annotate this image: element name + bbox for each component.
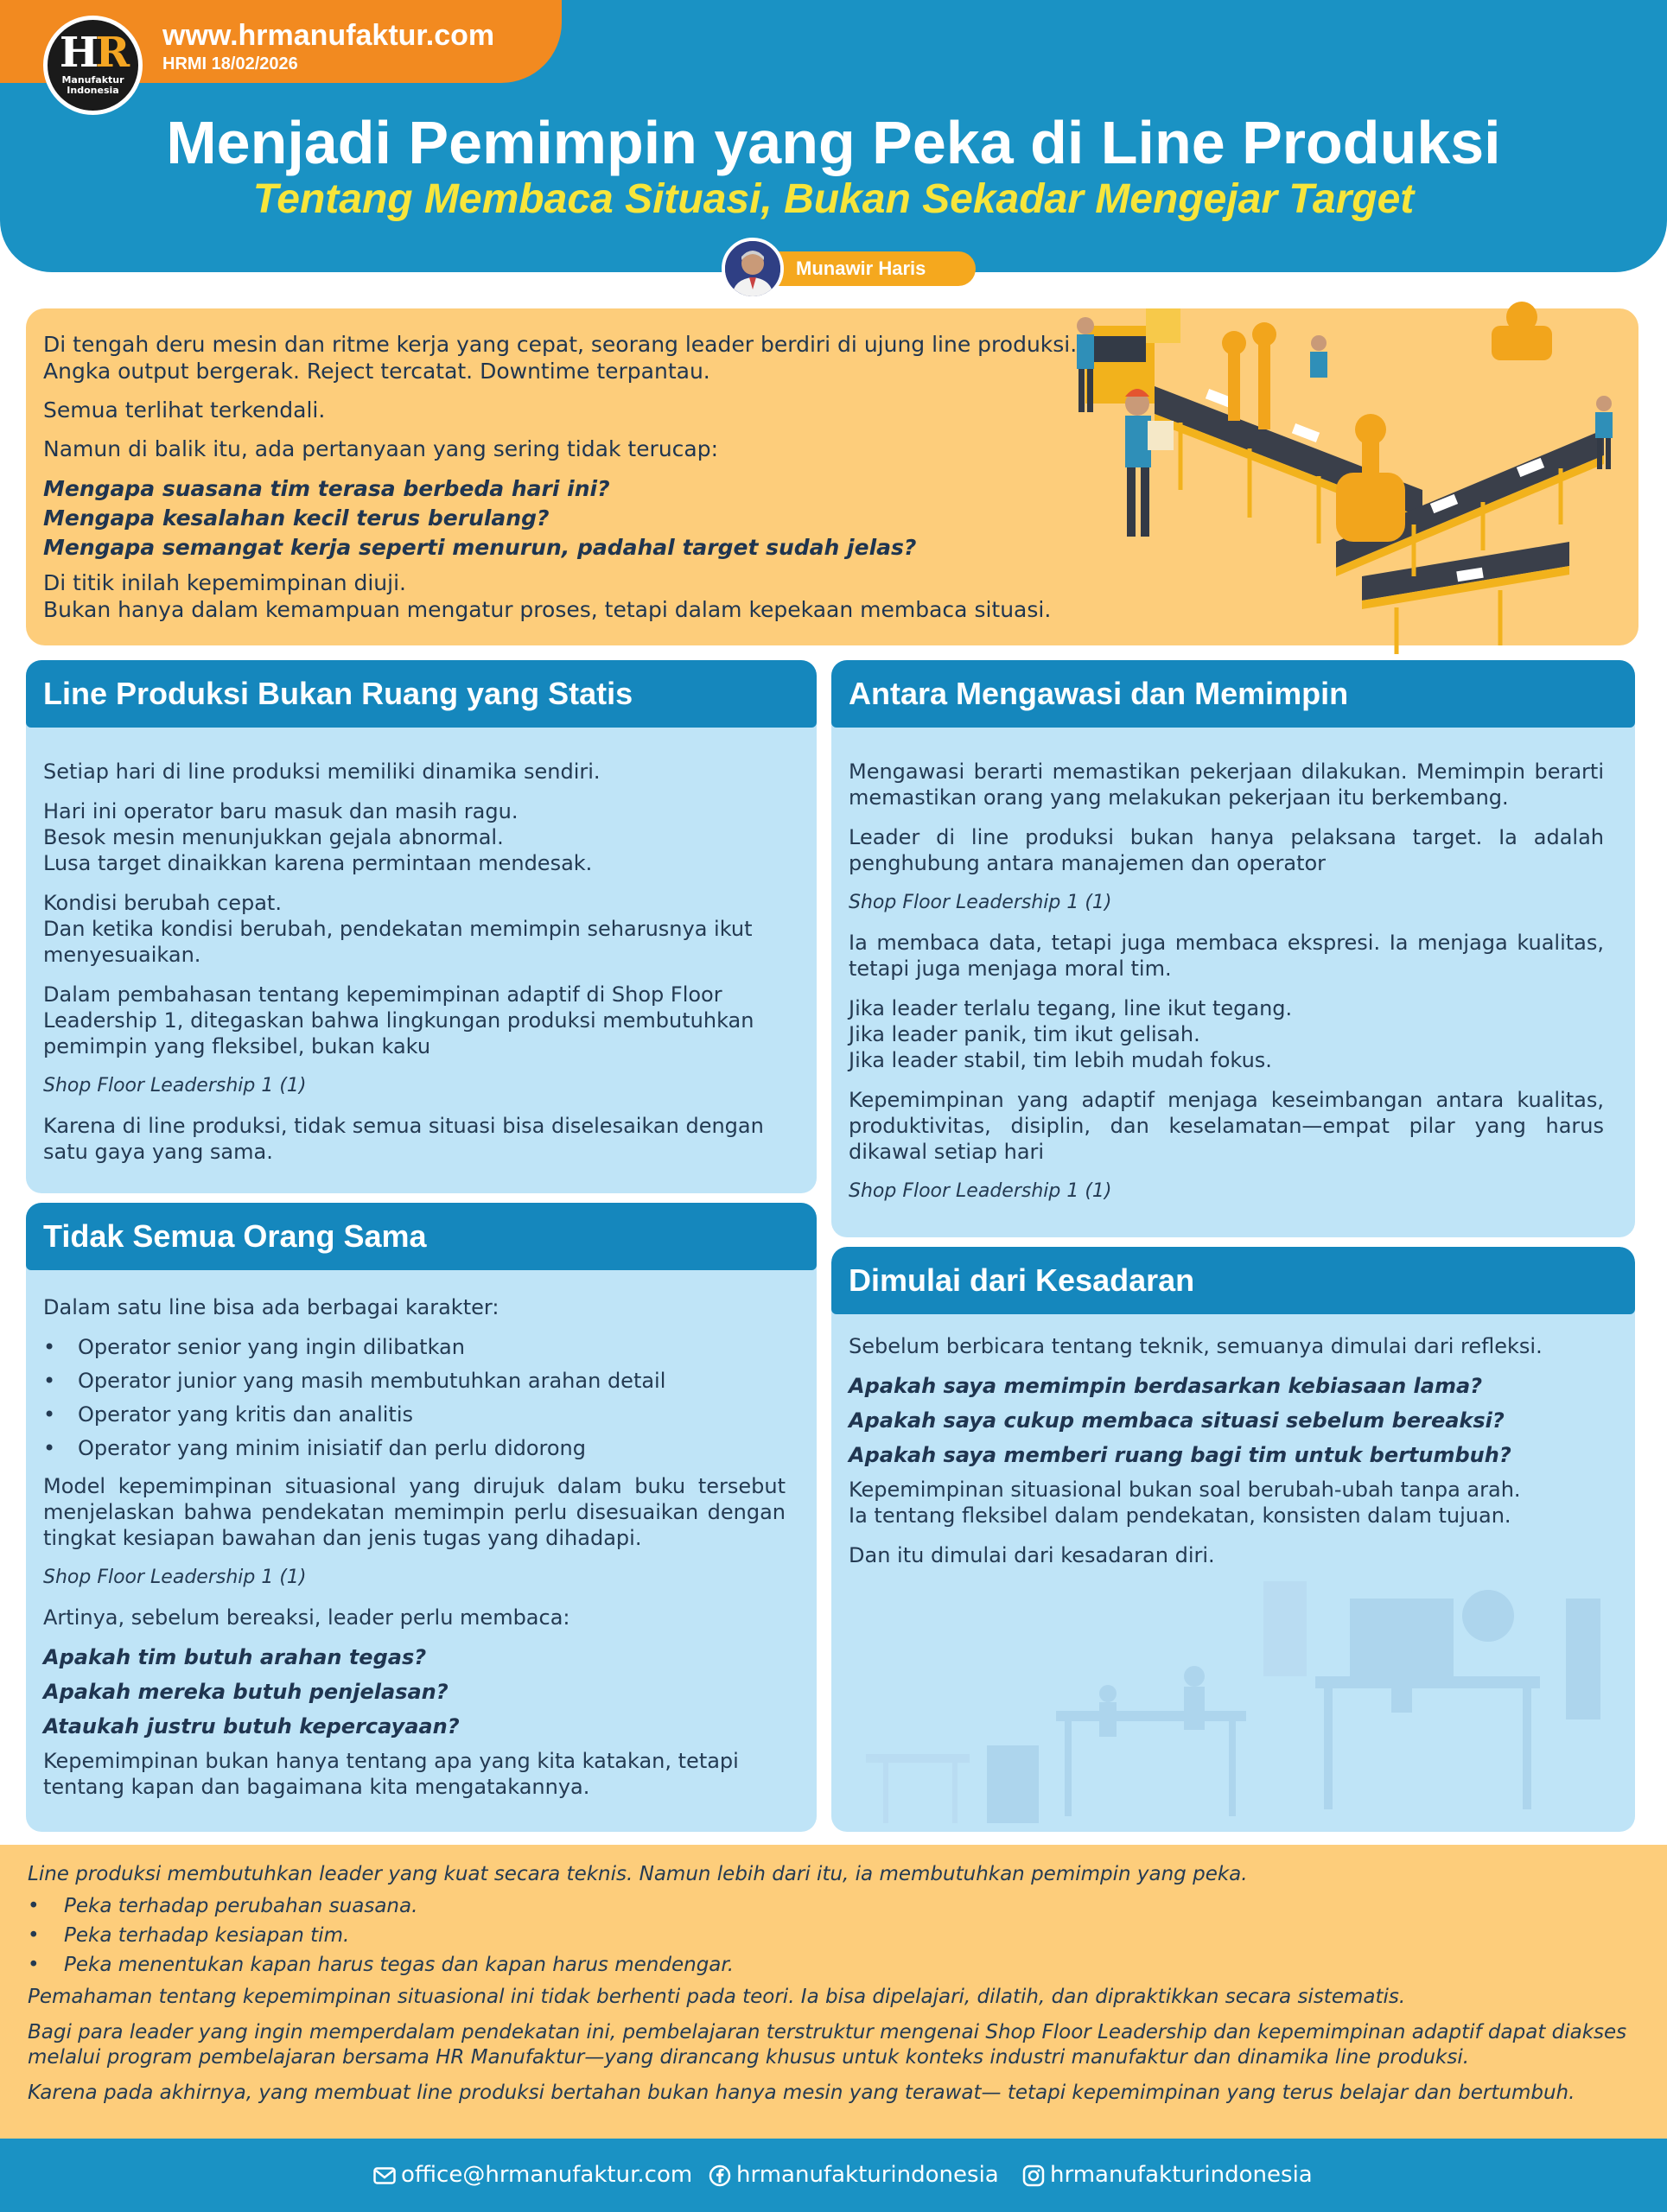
paragraph: Bagi para leader yang ingin memperdalam pendekatan ini, pembelajaran terstruktur mengenai Shop Floor Leadership dan kepemimpinan adaptif dapat diakses melalui program pembelajaran bersama HR Manufaktur—yang dirancang khusus untuk konteks industri manufaktur dan dinamika line produksi. <box>28 2021 1627 2069</box>
facebook-icon <box>709 2164 731 2187</box>
card-body <box>43 1294 786 1814</box>
facebook-text: hrmanufakturindonesia <box>736 2162 999 2188</box>
hr-logo <box>43 16 143 115</box>
intro-text <box>43 331 1080 635</box>
question: Ataukah justru butuh kepercayaan? <box>43 1714 460 1738</box>
list-item: • Operator yang kritis dan analitis <box>43 1402 786 1427</box>
paragraph-line: Besok mesin menunjukkan gejala abnormal. <box>43 825 504 849</box>
reference: Shop Floor Leadership 1 (1) <box>43 1567 307 1588</box>
paragraph: Karena pada akhirnya, yang membuat line produksi bertahan bukan hanya mesin yang terawat— tetapi kepemimpinan yang terus belajar dan bertumbuh. <box>28 2082 1575 2104</box>
paragraph: Leader di line produksi bukan hanya pelaksana target. Ia adalah penghubung antara manajemen dan operator <box>849 825 1604 875</box>
paragraph: Kepemimpinan yang adaptif menjaga keseimbangan antara kualitas, produktivitas, disiplin, dan keselamatan—empat pilar yang harus dikawal setiap hari <box>849 1088 1604 1164</box>
intro-line: Bukan hanya dalam kemampuan mengatur proses, tetapi dalam kepekaan membaca situasi. <box>43 597 1052 622</box>
intro-section <box>26 308 1638 645</box>
paragraph-line: Dan ketika kondisi berubah, pendekatan memimpin seharusnya ikut menyesuaikan. <box>43 917 753 967</box>
paragraph-line: Ia tentang fleksibel dalam pendekatan, konsisten dalam tujuan. <box>849 1503 1511 1528</box>
card-body <box>849 1333 1604 1582</box>
card-line-produksi <box>26 660 817 1193</box>
paragraph: Karena di line produksi, tidak semua situasi bisa diselesaikan dengan satu gaya yang sama. <box>43 1114 764 1164</box>
character-list <box>43 1334 786 1461</box>
instagram-text: hrmanufakturindonesia <box>1050 2162 1313 2188</box>
mail-icon <box>373 2166 396 2185</box>
paragraph-line: Lusa target dinaikkan karena permintaan mendesak. <box>43 851 593 875</box>
card-title: Line Produksi Bukan Ruang yang Statis <box>26 660 817 728</box>
intro-line: Angka output bergerak. Reject tercatat. Downtime terpantau. <box>43 359 710 384</box>
paragraph-line: Jika leader panik, tim ikut gelisah. <box>849 1022 1200 1046</box>
paragraph: Dalam pembahasan tentang kepemimpinan adaptif di Shop Floor Leadership 1, ditegaskan bahwa lingkungan produksi membutuhkan pemimpin yang fleksibel, bukan kaku <box>43 982 754 1058</box>
list-item: • Peka terhadap perubahan suasana. <box>28 1894 1635 1919</box>
question: Apakah saya memberi ruang bagi tim untuk bertumbuh? <box>849 1443 1511 1467</box>
reference: Shop Floor Leadership 1 (1) <box>849 892 1112 913</box>
list-item: • Peka terhadap kesiapan tim. <box>28 1923 1635 1948</box>
email-text: office@hrmanufaktur.com <box>401 2162 693 2188</box>
list-item: • Operator junior yang masih membutuhkan arahan detail <box>43 1368 786 1394</box>
list-item: • Operator senior yang ingin dilibatkan <box>43 1334 786 1360</box>
website-link[interactable]: www.hrmanufaktur.com <box>162 19 495 52</box>
footer-instagram[interactable] <box>1022 2139 1313 2212</box>
workspace-illustration <box>831 1547 1635 1832</box>
intro-question: Mengapa suasana tim terasa berbeda hari ini? <box>43 476 610 501</box>
author-avatar <box>722 238 784 300</box>
paragraph: Setiap hari di line produksi memiliki dinamika sendiri. <box>43 760 601 784</box>
paragraph: Pemahaman tentang kepemimpinan situasional ini tidak berhenti pada teori. Ia bisa dipelajari, dilatih, dan dipraktikkan secara sistematis. <box>28 1986 1406 2008</box>
footer <box>0 2139 1667 2212</box>
paragraph-line: Jika leader stabil, tim lebih mudah fokus. <box>849 1048 1272 1072</box>
paragraph: Ia membaca data, tetapi juga membaca ekspresi. Ia menjaga kualitas, tetapi juga menjaga moral tim. <box>849 931 1604 981</box>
card-body <box>849 759 1604 1218</box>
intro-line: Namun di balik itu, ada pertanyaan yang sering tidak terucap: <box>43 436 719 461</box>
paragraph-line: Jika leader terlalu tegang, line ikut tegang. <box>849 996 1293 1020</box>
footer-facebook[interactable] <box>709 2139 999 2212</box>
instagram-icon <box>1022 2164 1045 2187</box>
question: Apakah tim butuh arahan tegas? <box>43 1645 427 1669</box>
paragraph: Kepemimpinan bukan hanya tentang apa yang kita katakan, tetapi tentang kapan dan bagaimana kita mengatakannya. <box>43 1749 739 1799</box>
paragraph-line: Kepemimpinan situasional bukan soal berubah-ubah tanpa arah. <box>849 1478 1521 1502</box>
header-banner <box>0 0 1667 272</box>
card-kesadaran <box>831 1247 1635 1832</box>
paragraph-line: Hari ini operator baru masuk dan masih ragu. <box>43 799 519 823</box>
intro-line: Semua terlihat terkendali. <box>43 397 326 423</box>
card-mengawasi-memimpin <box>831 660 1635 1237</box>
paragraph: Dan itu dimulai dari kesadaran diri. <box>849 1543 1215 1567</box>
page-subtitle: Tentang Membaca Situasi, Bukan Sekadar Mengejar Target <box>252 176 1415 222</box>
production-line-illustration <box>1051 291 1638 654</box>
intro-question: Mengapa semangat kerja seperti menurun, padahal target sudah jelas? <box>43 535 917 560</box>
question: Apakah saya memimpin berdasarkan kebiasaan lama? <box>849 1374 1483 1398</box>
reference: Shop Floor Leadership 1 (1) <box>849 1180 1112 1202</box>
paragraph: Model kepemimpinan situasional yang dirujuk dalam buku tersebut menjelaskan bahwa pendekatan memimpin perlu disesuaikan dengan tingkat kesiapan bawahan dan jenis tugas yang dihadapi. <box>43 1474 786 1550</box>
footer-email[interactable] <box>373 2139 692 2212</box>
paragraph: Artinya, sebelum bereaksi, leader perlu membaca: <box>43 1605 570 1630</box>
question: Apakah saya cukup membaca situasi sebelum bereaksi? <box>849 1408 1505 1433</box>
peka-list <box>28 1894 1635 1978</box>
card-tidak-semua-sama <box>26 1203 817 1832</box>
conclusion-body <box>28 1862 1635 2113</box>
reference: Shop Floor Leadership 1 (1) <box>43 1075 307 1096</box>
paragraph: Mengawasi berarti memastikan pekerjaan dilakukan. Memimpin berarti memastikan orang yang melakukan pekerjaan itu berkembang. <box>849 760 1604 810</box>
logo-sub-line-1: Manufaktur <box>61 74 124 86</box>
paragraph: Line produksi membutuhkan leader yang kuat secara teknis. Namun lebih dari itu, ia membutuhkan pemimpin yang peka. <box>28 1863 1248 1885</box>
page-title: Menjadi Pemimpin yang Peka di Line Produksi <box>166 109 1501 176</box>
logo-sub-line-2: Indonesia <box>67 85 119 96</box>
intro-question: Mengapa kesalahan kecil terus berulang? <box>43 505 550 531</box>
card-title: Dimulai dari Kesadaran <box>831 1247 1635 1314</box>
author-name: Munawir Haris <box>760 251 976 286</box>
card-title: Antara Mengawasi dan Memimpin <box>831 660 1635 728</box>
list-item: • Operator yang minim inisiatif dan perlu didorong <box>43 1435 786 1461</box>
list-item: • Peka menentukan kapan harus tegas dan kapan harus mendengar. <box>28 1953 1635 1978</box>
paragraph: Sebelum berbicara tentang teknik, semuanya dimulai dari refleksi. <box>849 1334 1543 1358</box>
paragraph-line: Kondisi berubah cepat. <box>43 891 282 915</box>
question: Apakah mereka butuh penjelasan? <box>43 1680 449 1704</box>
conclusion-section <box>0 1845 1667 2139</box>
publish-date: HRMI 18/02/2026 <box>162 54 298 73</box>
intro-line: Di tengah deru mesin dan ritme kerja yang cepat, seorang leader berdiri di ujung line produksi. <box>43 332 1078 357</box>
card-body <box>43 759 786 1179</box>
intro-line: Di titik inilah kepemimpinan diuji. <box>43 570 406 595</box>
paragraph: Dalam satu line bisa ada berbagai karakter: <box>43 1295 499 1319</box>
logo-mark: HR <box>59 29 127 77</box>
card-title: Tidak Semua Orang Sama <box>26 1203 817 1270</box>
